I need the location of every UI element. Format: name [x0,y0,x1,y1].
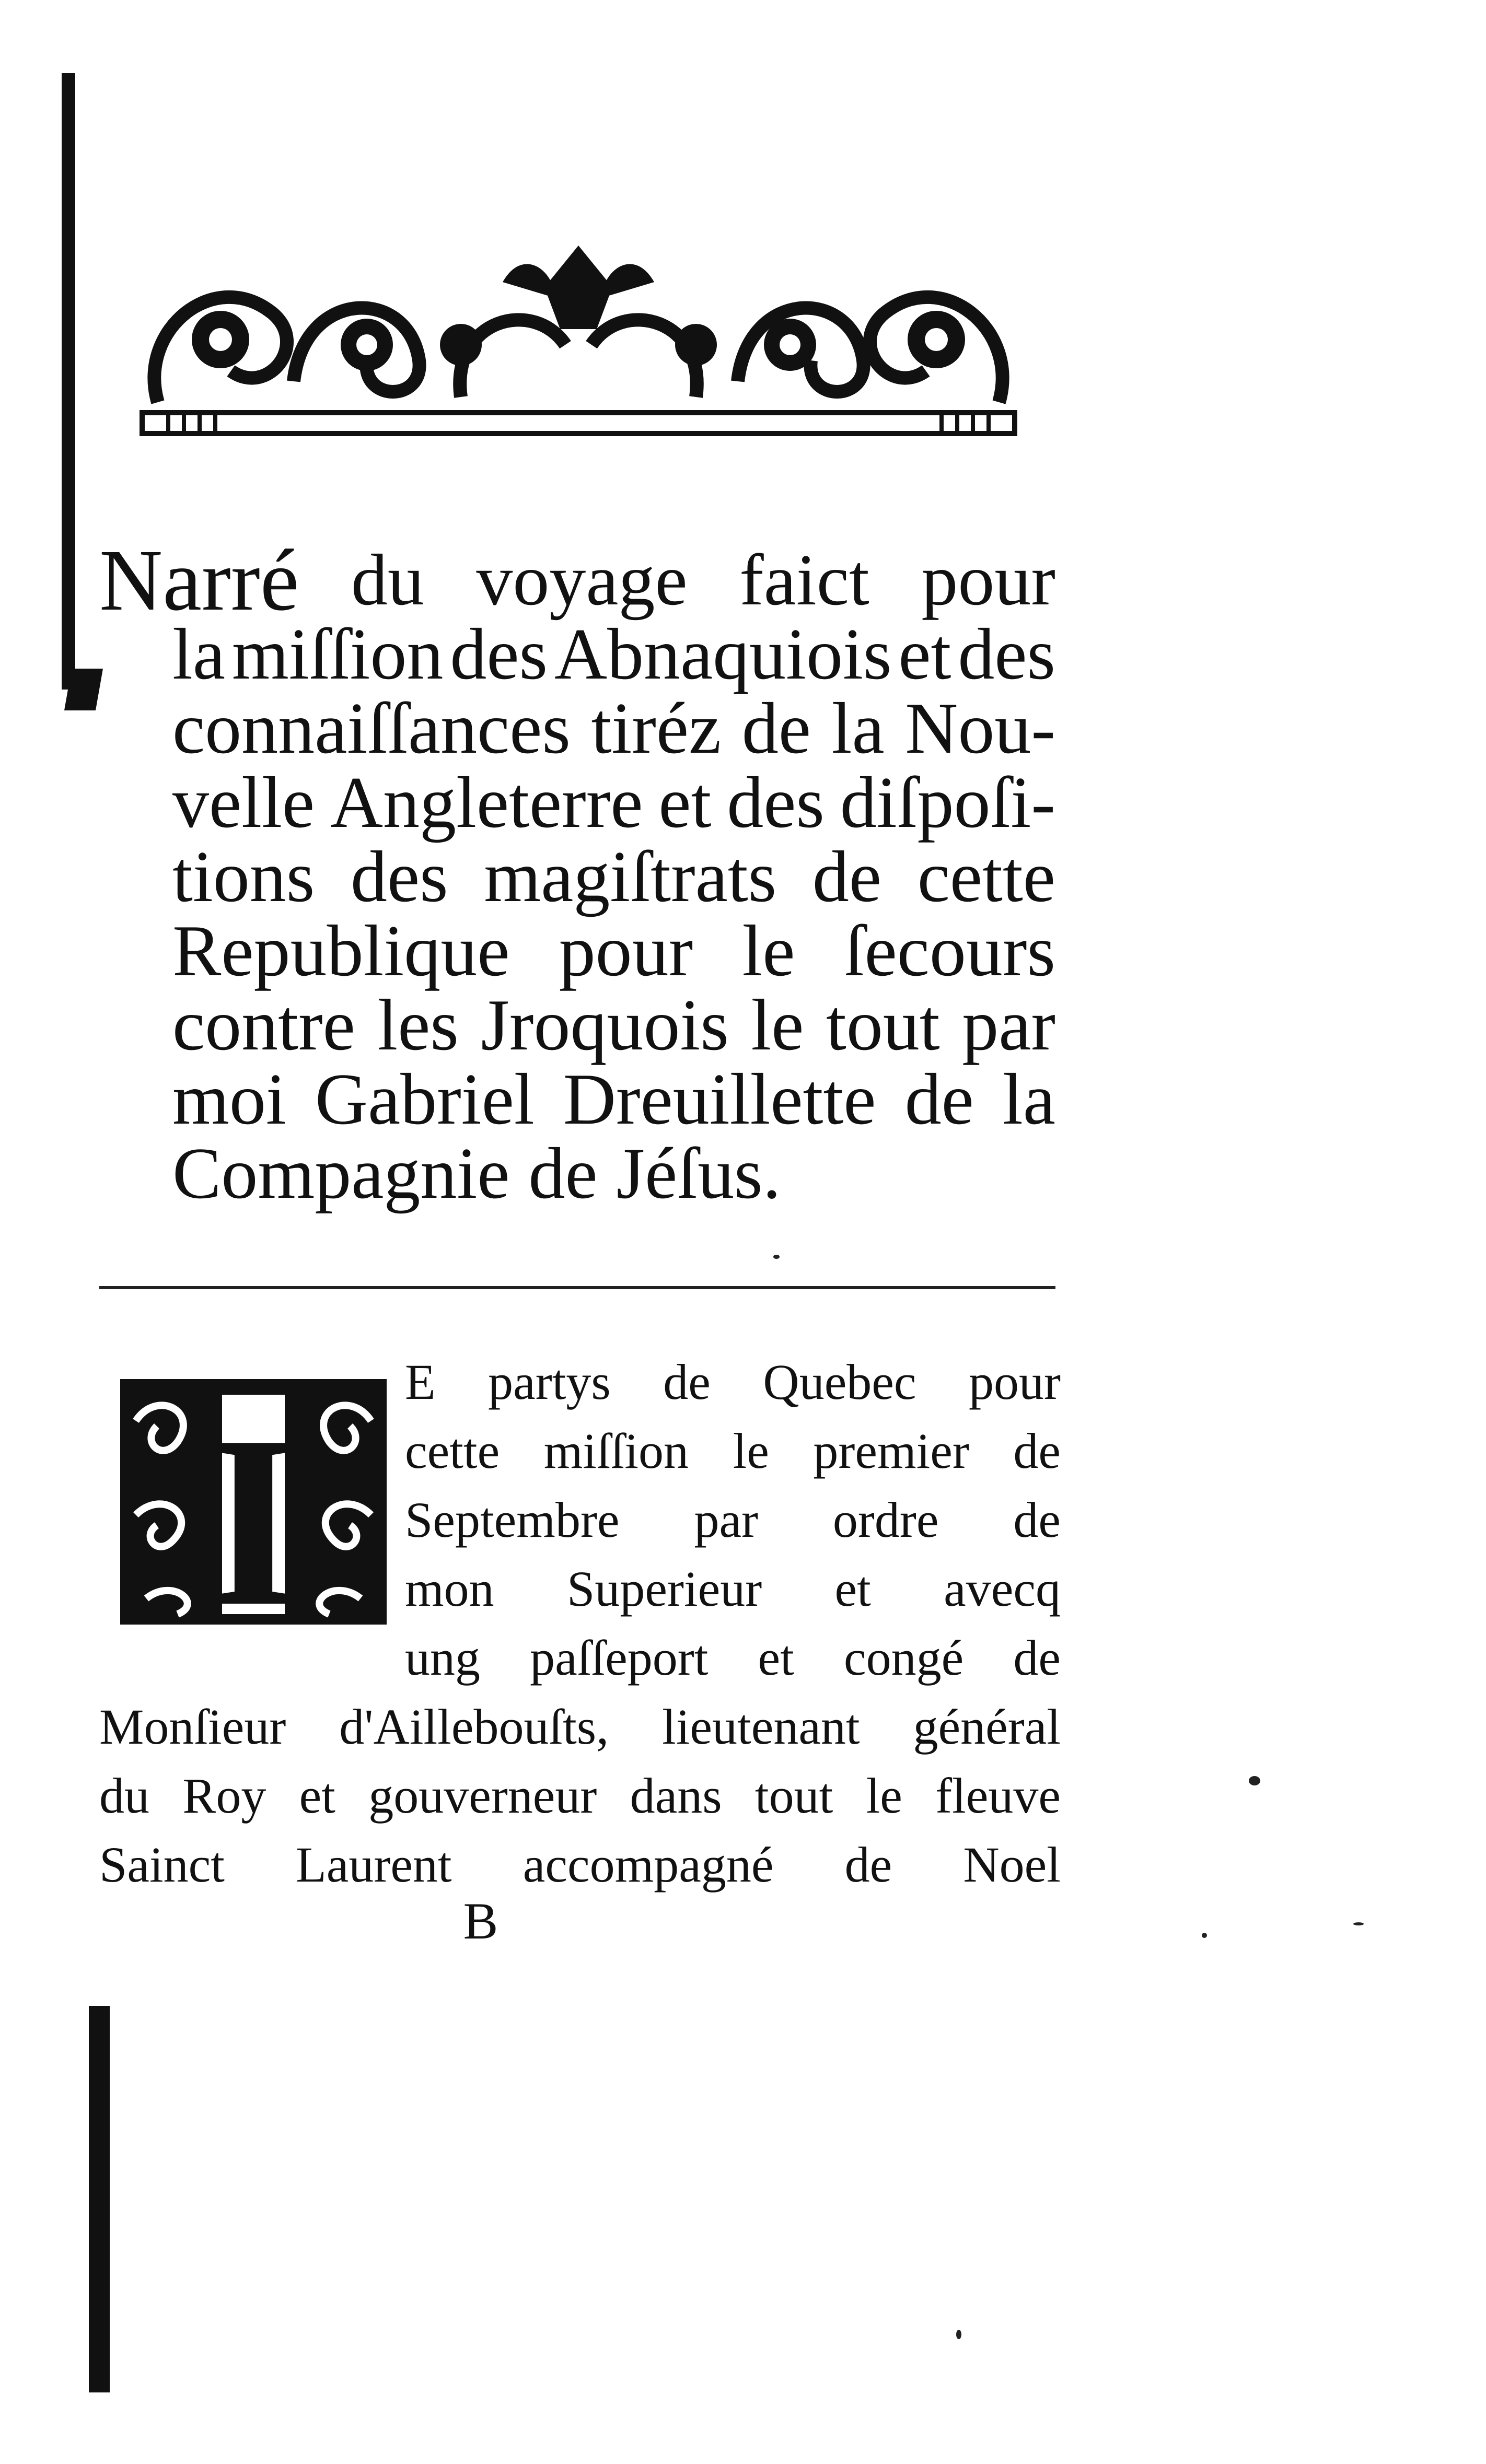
word: les [377,985,459,1066]
word: Abnaquiois [554,614,892,695]
text-line [405,1348,1061,1417]
word: contre [172,985,355,1066]
word: diſpoſi- [840,762,1055,843]
word: Noel [963,1837,1061,1893]
text-line [99,762,1055,843]
word: de [1013,1492,1061,1548]
word: voyage [476,540,688,621]
word: moi [172,1059,286,1140]
word: de [1013,1630,1061,1686]
word: de [844,1837,892,1893]
word: et [758,1630,794,1686]
word: par [694,1492,759,1548]
word: E [405,1354,436,1410]
word: partys [488,1354,611,1410]
word: des [727,762,825,843]
text-line [99,985,1055,1066]
word: tout [754,1768,833,1824]
word: de [741,688,811,769]
word: Laurent [296,1837,452,1893]
word: ordre [832,1492,939,1548]
word: Gabriel [315,1059,535,1140]
text-line [99,614,1055,695]
word: et [299,1768,335,1824]
word: Sainct [99,1837,225,1893]
word: magiſtrats [484,836,777,917]
text-line [99,532,1055,629]
word: et [658,762,712,843]
word: tions [172,836,315,917]
initial-letter: I [205,1385,301,1630]
word: Quebec [763,1354,916,1410]
title-paragraph [99,532,1055,1214]
word: de [812,836,882,917]
decorated-initial [115,1358,392,1630]
word: le [866,1768,902,1824]
word: Roy [182,1768,266,1824]
word: Angleterre [330,762,643,843]
text-line [405,1417,1061,1486]
binding-edge-mark [64,669,103,710]
word: pour [921,540,1055,621]
word: cette [405,1423,500,1479]
word: connaiſſances [172,688,571,769]
word: velle [172,762,315,843]
word: des [450,614,548,695]
text-line [99,688,1055,769]
word: Septembre [405,1492,620,1548]
word: premier [813,1423,969,1479]
word: Jroquois [481,985,729,1066]
speck [773,1255,780,1259]
body-text-indented [405,1348,1061,1692]
word: Jéſus. [616,1133,781,1214]
word: Republique [172,910,510,991]
word: pour [969,1354,1061,1410]
signature-mark: B [463,1892,498,1950]
word: congé [844,1630,964,1686]
text-line [405,1486,1061,1555]
word: des [958,614,1055,695]
word: faict [739,540,869,621]
word: tout [826,985,940,1066]
word: gouverneur [368,1768,597,1824]
body-text-full [99,1692,1061,1899]
word: paſſeport [530,1630,709,1686]
word: le [742,910,795,991]
word: la [831,688,885,769]
speck [1353,1922,1364,1925]
word: d'Aillebouſts, [339,1699,609,1755]
word: de [663,1354,711,1410]
word: avecq [944,1561,1061,1617]
word: la [1002,1059,1055,1140]
word: par [962,985,1055,1066]
binding-edge-top [62,73,75,690]
word: pour [559,910,693,991]
text-line [99,1059,1055,1140]
word: miſſion [543,1423,689,1479]
text-line [99,1761,1061,1830]
word: cette [917,836,1055,917]
word: du [351,540,424,621]
speck [956,2330,961,2339]
word: accompagné [523,1837,774,1893]
word: Dreuillette [563,1059,876,1140]
word: miſſion [231,614,444,695]
word: fleuve [935,1768,1061,1824]
word: du [99,1768,149,1824]
word: Compagnie [172,1133,510,1214]
word: de [528,1133,598,1214]
word: tiréz [591,688,722,769]
word: et [898,614,951,695]
word: dans [630,1768,722,1824]
word: et [834,1561,871,1617]
word: ung [405,1630,480,1686]
word: de [1013,1423,1061,1479]
word: la [172,614,226,695]
word: Nou- [905,688,1055,769]
text-line [99,1830,1061,1899]
speck [1202,1933,1207,1938]
text-line [405,1555,1061,1624]
text-line [99,910,1055,991]
word: général [913,1699,1061,1755]
text-line [99,836,1055,917]
word: des [350,836,448,917]
word: mon [405,1561,494,1617]
word: ſecours [844,910,1055,991]
headpiece-ornament [137,225,1020,454]
word: Superieur [567,1561,762,1617]
text-line [99,1133,1055,1214]
text-line [99,1692,1061,1761]
horizontal-rule [99,1286,1055,1289]
binding-edge-bottom [89,2006,110,2392]
word: le [751,985,804,1066]
text-line [405,1624,1061,1692]
word: le [733,1423,769,1479]
word: Narré [99,532,299,629]
word: Monſieur [99,1699,286,1755]
word: de [904,1059,974,1140]
word: lieutenant [662,1699,860,1755]
speck [1249,1776,1260,1785]
